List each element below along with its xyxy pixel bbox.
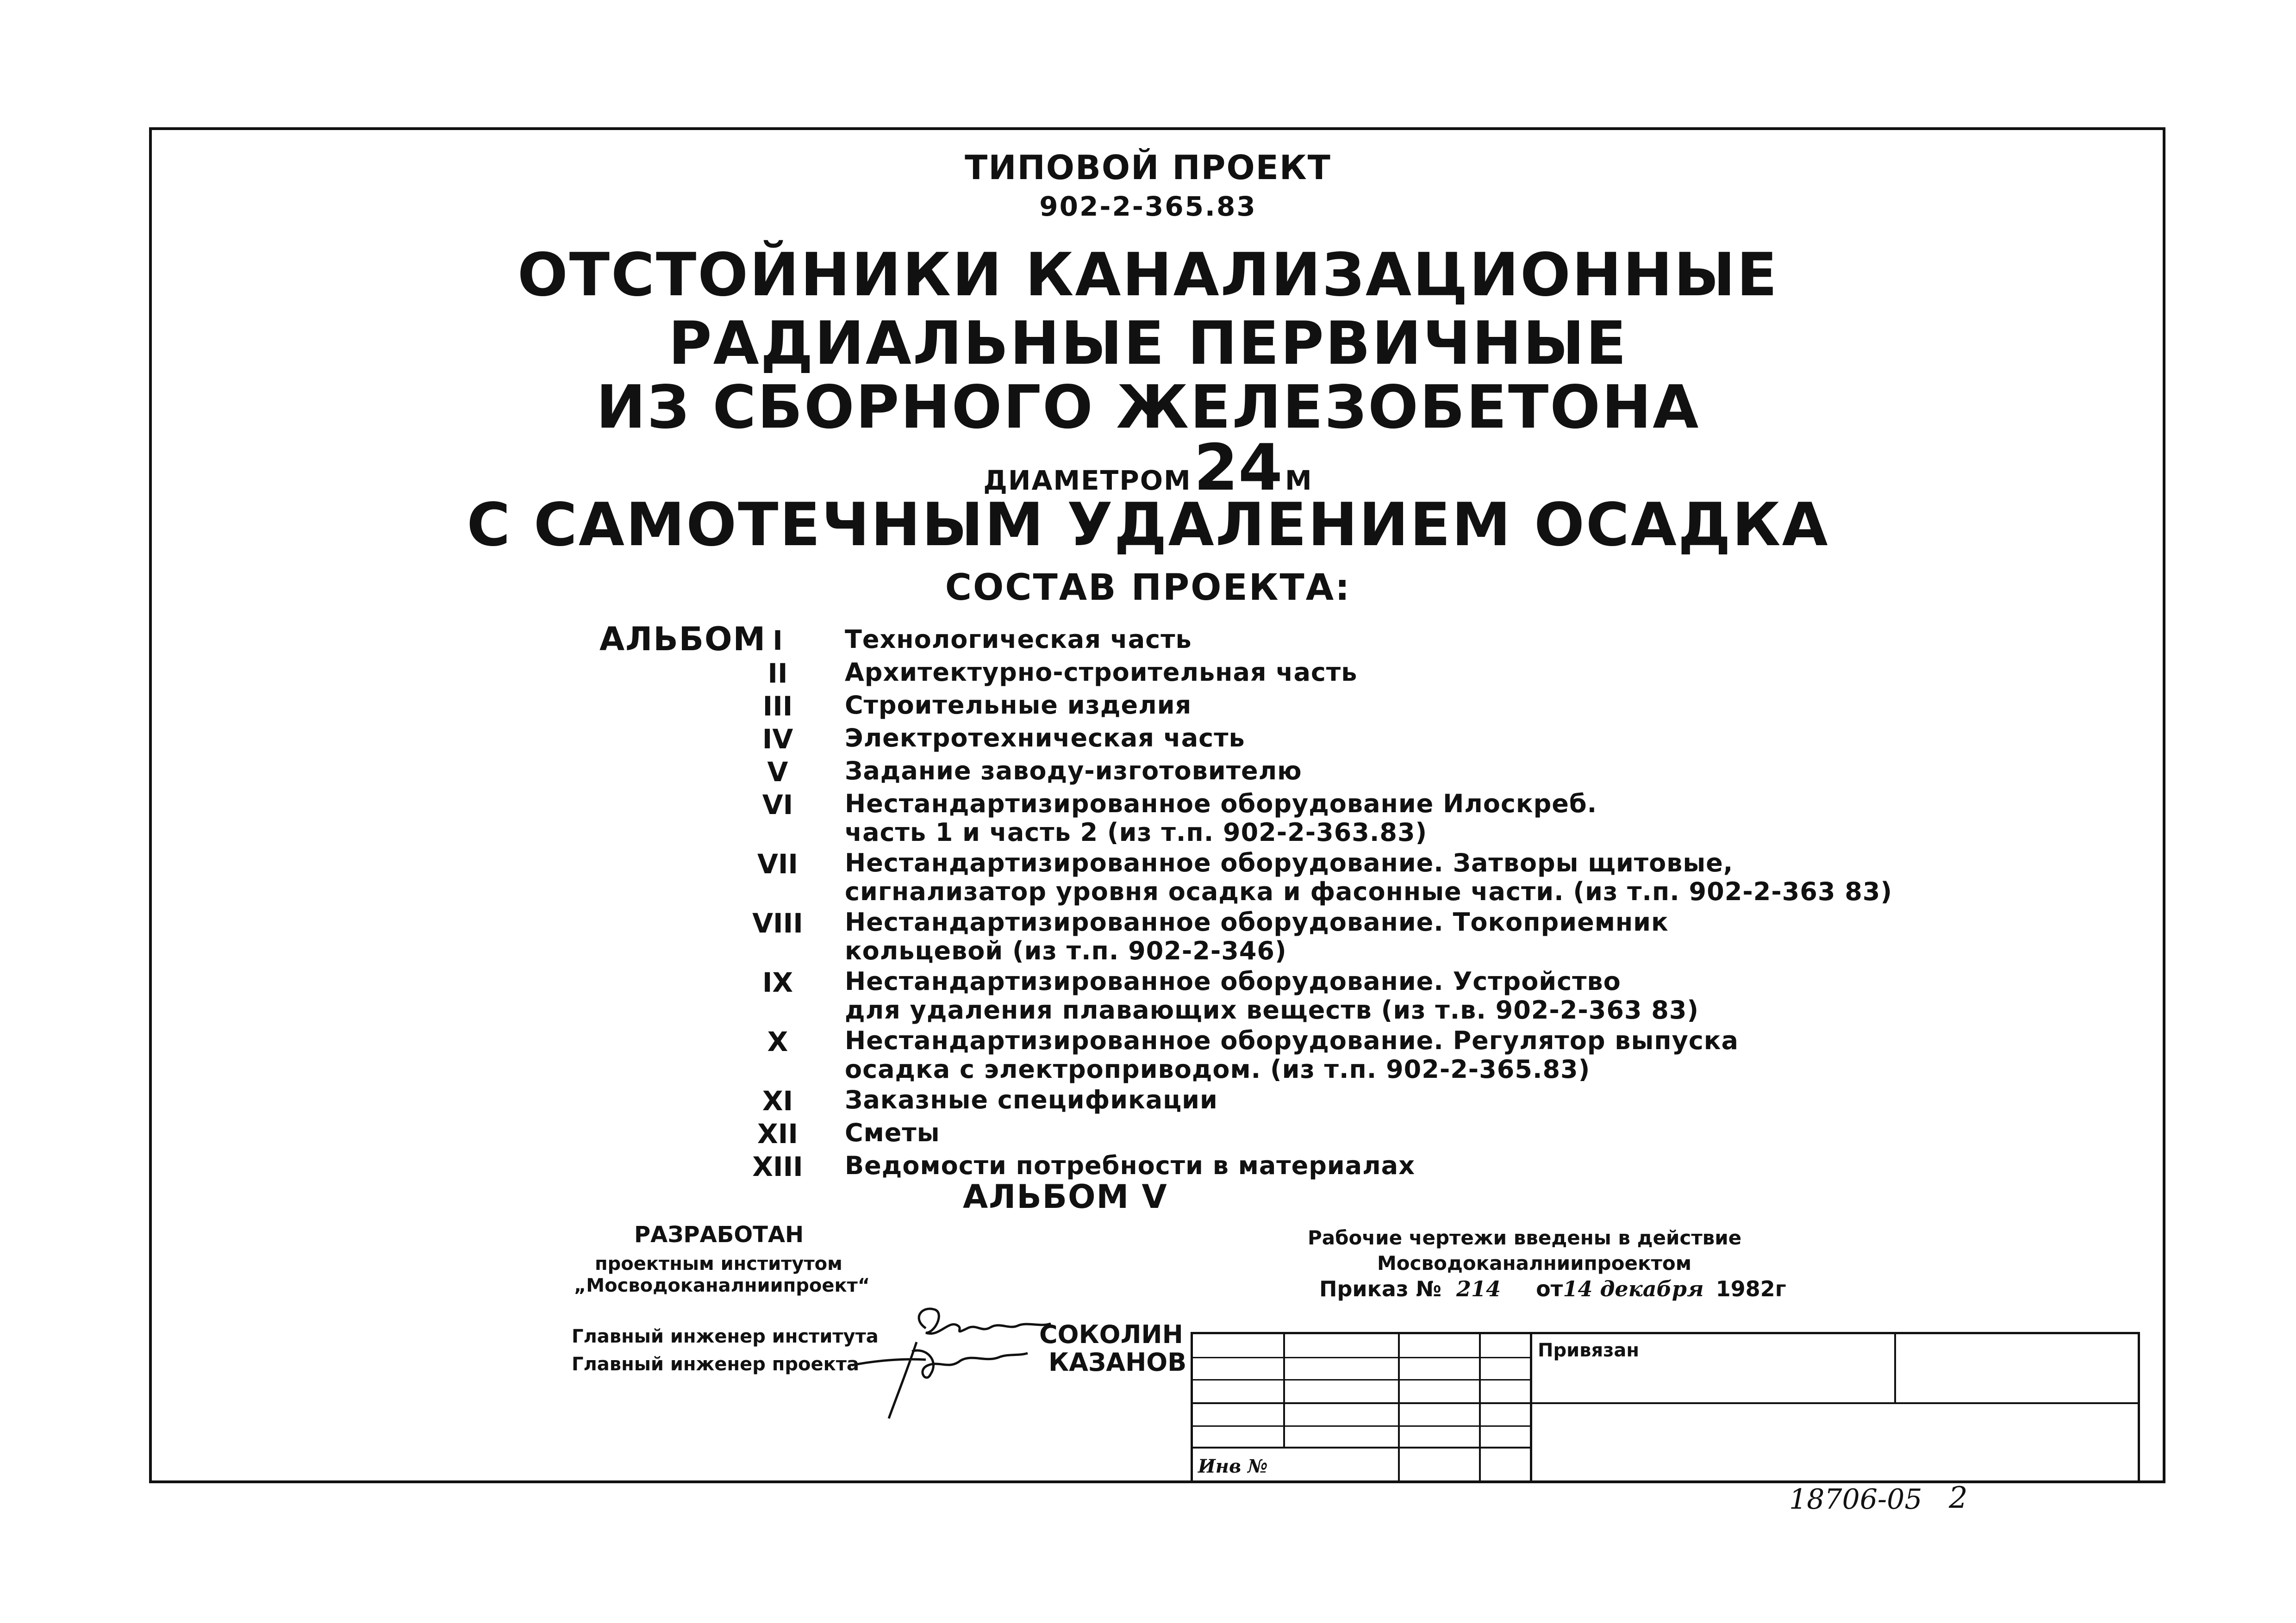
stamp-row-3: [1191, 1402, 2140, 1404]
album-number: II: [767, 658, 788, 689]
stamp-row-5: [1191, 1447, 1531, 1449]
signature-name-2: КАЗАНОВ: [1048, 1348, 1187, 1377]
album-number: IX: [762, 967, 793, 998]
title-line-2: РАДИАЛЬНЫЕ ПЕРВИЧНЫЕ: [668, 309, 1628, 378]
signature-role-1: Главный инженер института: [572, 1326, 879, 1347]
stamp-col-4: [1530, 1332, 1532, 1481]
approval-line-1: Рабочие чертежи введены в действие: [1308, 1226, 1742, 1249]
stamp-col-3: [1479, 1332, 1481, 1481]
album-title: Строительные изделия: [845, 690, 1192, 720]
album-number: I: [773, 625, 783, 656]
diameter-prefix: ДИАМЕТРОМ: [983, 465, 1192, 496]
album-label: АЛЬБОМ: [599, 620, 767, 658]
signature-role-2: Главный инженер проекта: [572, 1354, 859, 1375]
current-album: АЛЬБОМ V: [963, 1178, 1168, 1216]
album-title: Сметы: [845, 1118, 940, 1147]
archive-number: 18706-05: [1789, 1483, 1922, 1516]
stamp-right-line: [2138, 1332, 2140, 1481]
title-line-1: ОТСТОЙНИКИ КАНАЛИЗАЦИОННЫЕ: [517, 241, 1779, 310]
album-number: X: [767, 1026, 788, 1057]
order-year: 1982г: [1716, 1276, 1786, 1301]
album-number: VII: [757, 848, 799, 880]
stamp-col-5: [1894, 1332, 1896, 1404]
album-number: XI: [762, 1085, 793, 1117]
stamp-inv-label: Инв №: [1198, 1455, 1268, 1477]
album-title: Нестандартизированное оборудование. Регулятор выпуска: [845, 1026, 1739, 1055]
album-title: Ведомости потребности в материалах: [845, 1151, 1415, 1180]
album-number: III: [762, 690, 793, 722]
date-value: 14 декабря: [1563, 1276, 1704, 1301]
developer-heading: РАЗРАБОТАН: [634, 1222, 804, 1248]
developer-line-2: „Мосводоканалниипроект“: [574, 1275, 870, 1296]
album-number: XIII: [752, 1151, 803, 1182]
stamp-left-line: [1191, 1332, 1193, 1481]
album-title: кольцевой (из т.п. 902-2-346): [845, 936, 1287, 965]
album-title: Заказные спецификации: [845, 1085, 1218, 1114]
signature-mark-2: [847, 1333, 1032, 1425]
stamp-col-2: [1398, 1332, 1400, 1481]
album-number: V: [767, 756, 788, 788]
project-series: ТИПОВОЙ ПРОЕКТ: [965, 148, 1331, 187]
stamp-row-1: [1191, 1357, 1531, 1358]
approval-order: [1319, 1276, 1786, 1301]
project-code: 902-2-365.83: [1039, 191, 1257, 222]
album-number: IV: [762, 723, 793, 755]
album-title: Нестандартизированное оборудование. Токоприемник: [845, 908, 1669, 937]
stamp-col-1: [1283, 1332, 1285, 1448]
order-number: 214: [1456, 1276, 1501, 1301]
album-title: Нестандартизированное оборудование. Устройство: [845, 967, 1621, 996]
album-number: VI: [762, 789, 793, 821]
date-prefix: от: [1536, 1276, 1563, 1301]
stamp-bound-label: Привязан: [1538, 1340, 1640, 1361]
stamp-row-2: [1191, 1379, 1531, 1380]
album-number: XII: [757, 1118, 798, 1150]
approval-line-2: Мосводоканалниипроектом: [1377, 1252, 1692, 1275]
signature-name-1: СОКОЛИН: [1039, 1320, 1183, 1349]
album-title: Электротехническая часть: [845, 723, 1245, 752]
album-title: Архитектурно-строительная часть: [845, 658, 1358, 687]
album-title: часть 1 и часть 2 (из т.п. 902-2-363.83): [845, 818, 1428, 847]
order-label: Приказ №: [1319, 1276, 1442, 1301]
stamp-top-line: [1191, 1332, 2140, 1334]
album-title: Нестандартизированное оборудование Илоскреб.: [845, 789, 1597, 818]
album-title: Нестандартизированное оборудование. Затворы щитовые,: [845, 848, 1734, 877]
composition-heading: СОСТАВ ПРОЕКТА:: [945, 567, 1351, 609]
album-title: сигнализатор уровня осадка и фасонные части. (из т.п. 902-2-363 83): [845, 877, 1893, 906]
album-title: Технологическая часть: [845, 625, 1192, 654]
title-line-5: С САМОТЕЧНЫМ УДАЛЕНИЕМ ОСАДКА: [467, 491, 1829, 560]
diameter-value: 24: [1193, 430, 1283, 505]
album-title: Задание заводу-изготовителю: [845, 756, 1302, 785]
album-number: VIII: [752, 908, 803, 939]
album-title: для удаления плавающих веществ (из т.в. 902-2-363 83): [845, 995, 1699, 1025]
developer-line-1: проектным институтом: [595, 1253, 842, 1275]
diameter-unit: М: [1285, 465, 1313, 496]
title-line-3: ИЗ СБОРНОГО ЖЕЛЕЗОБЕТОНА: [596, 373, 1700, 442]
sheet-number: 2: [1949, 1481, 1968, 1515]
album-title: осадка с электроприводом. (из т.п. 902-2-365.83): [845, 1055, 1591, 1084]
stamp-row-4: [1191, 1425, 1531, 1427]
